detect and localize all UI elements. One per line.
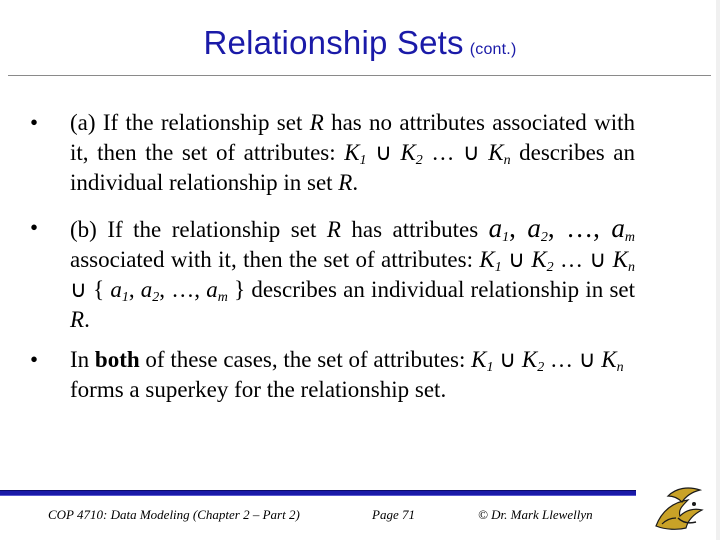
bullet-c-text: In both of these cases, the set of attributes: $K_1$ ∪ $K_2$ … ∪ $K_n$ forms a superkey for the relationship set.: [70, 347, 624, 402]
footer-course: COP 4710: Data Modeling (Chapter 2 – Part 2): [48, 507, 300, 522]
title-suffix: (cont.): [469, 41, 517, 58]
bullet-b-text: (b) If the relationship set R has attributes $a_1$, $a_2$, …, $a_m$ associated with it, then the set of attributes: $K_1$ ∪ $K_2$ … ∪ $K_n$ ∪ { $a_1$, $a_2$, …, $a_m$ } describes an individual relationship in set R.: [70, 213, 636, 332]
title-text: Relationship Sets: [203, 24, 464, 61]
footer-bar: [0, 490, 636, 496]
bullet-marker: •: [30, 347, 39, 372]
bullet-marker: •: [30, 110, 39, 135]
footer-page-number: Page 71: [372, 507, 415, 522]
bullet-a-text: (a) If the relationship set R has no attributes associated with it, then the set of attributes: $K_1$ ∪ $K_2$ … ∪ $K_n$ describes an individual relationship in set R.: [70, 110, 635, 195]
slide-title: [0, 24, 720, 62]
right-edge-shadow: [716, 0, 720, 540]
bullet-marker: •: [30, 215, 39, 240]
ucf-pegasus-logo-icon: [648, 480, 710, 538]
footer-author: © Dr. Mark Llewellyn: [478, 507, 593, 522]
title-divider: [8, 75, 711, 76]
